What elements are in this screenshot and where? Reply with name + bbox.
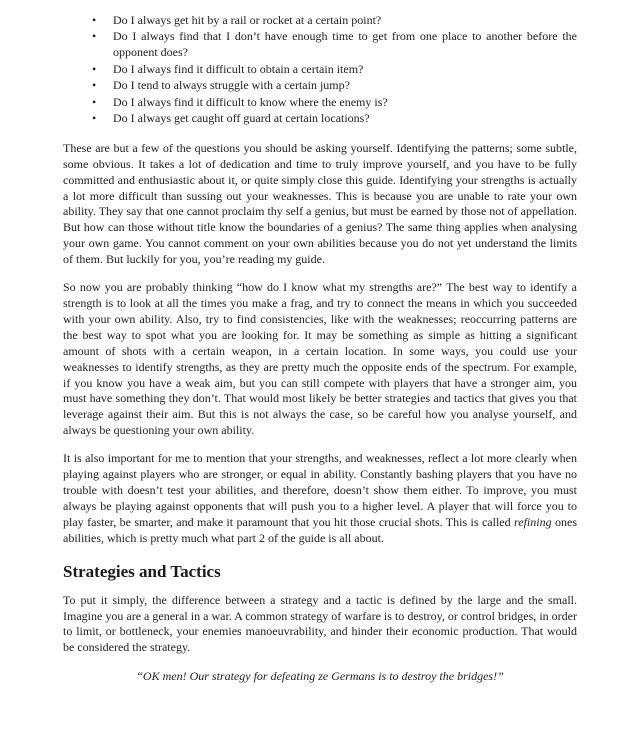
paragraph-text-after-italic: ones abilities, which is pretty much what part 2 of the guide is all about. [63,514,578,545]
paragraph-text-before-italic: It is also important for me to mention that your strengths, and weaknesses, reflect a lot more clearly when playing against players who are stronger, or equal in ability. Constantly bashing players that you have no trouble with doesn’t test your abilities, and therefore, doesn’t show them either. To improve, you must always be playing against opponents that will push you to a higher level. A player that will force you to play faster, be smarter, and make it paramount that you hit those crucial shots. This is called [63,451,577,529]
questions-list [63,13,577,127]
paragraph-identify-strengths: So now you are probably thinking “how do I know what my strengths are?” The best way to identify a strength is to look at all the times you make a frag, and try to connect the means in which you succeeded with your own ability. Also, try to find consistencies, like with the weaknesses; reoccurring patterns are the best way to spot what you are looking for. It may be something as simple as hitting a significant amount of shots with a certain weapon, in a certain location. In some ways, you could use your weaknesses to identify strengths, as they are pretty much the opposite ends of the spectrum. For example, if you know you have a weak aim, but you can still compete with players that have a stronger aim, you must have something they don’t. That would most likely be better strategies and tactics that gives you that leverage against their aim. But this is not always the case, so be careful how you analyse yourself, and always be questioning your own ability. [63,280,577,438]
paragraph-refining-abilities [63,451,577,546]
paragraph-identifying-patterns: These are but a few of the questions you should be asking yourself. Identifying the patterns; some subtle, some obvious. It takes a lot of dedication and time to truly improve yourself, and you have to be fully committed and enthusiastic about it, or quite simply close this guide. Identifying your strengths is actually a lot more difficult than sussing out your weaknesses. This is because you are unable to rate your own ability. They say that one cannot proclaim thy self a genius, but must be earned by those not of appellation. But how can those without title know the boundaries of a genius? The same thing applies when analysing your own game. You cannot comment on your own abilities because you do not yet understand the limits of them. But luckily for you, you’re reading my guide. [63,140,577,267]
list-item: • Do I tend to always struggle with a certain jump? [113,78,577,94]
list-item: • Do I always get caught off guard at certain locations? [113,111,577,127]
refining-italic-word: refining [514,514,552,529]
list-item: • Do I always find it difficult to obtain a certain item? [113,62,577,78]
paragraph-strategy-vs-tactic: To put it simply, the difference between a strategy and a tactic is defined by the large and the small. Imagine you are a general in a war. A common strategy of warfare is to destroy, or control bridges, in order to limit, or bottleneck, your enemies manoeuvrability, and hinder their economic production. That would be considered the strategy. [63,592,577,655]
list-item: • Do I always get hit by a rail or rocket at a certain point? [113,13,577,29]
list-item: • Do I always find that I don’t have enough time to get from one place to another before the opponent does? [113,29,577,61]
quote-line: “OK men! Our strategy for defeating ze Germans is to destroy the bridges!” [136,669,504,684]
section-heading-strategies-and-tactics: Strategies and Tactics [63,561,221,581]
list-item: • Do I always find it difficult to know where the enemy is? [113,95,577,111]
